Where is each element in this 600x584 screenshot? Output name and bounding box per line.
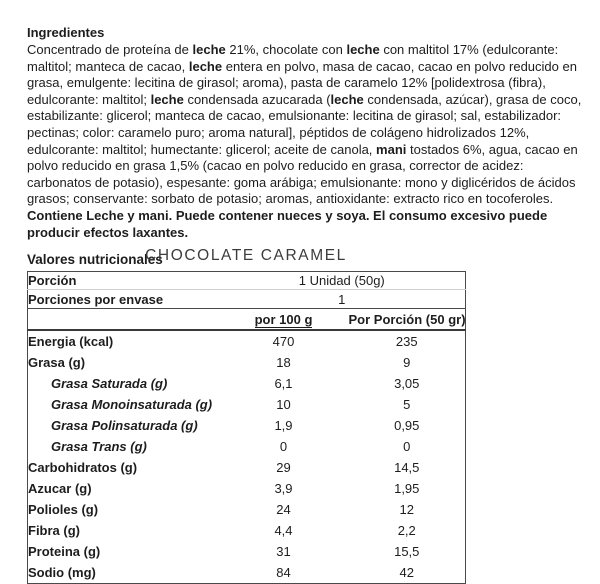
row-label: Azucar (g) [28,481,92,497]
serving-size-value: 1 Unidad (50g) [219,272,466,290]
value-per-100g: 29 [276,460,291,476]
value-per-100g: 6,1 [274,376,293,392]
value-per-100g: 24 [276,502,291,518]
value-per-portion: 15,5 [394,544,420,560]
row-label: Grasa (g) [28,355,86,371]
value-per-100g: 18 [276,355,291,371]
value-per-portion: 3,05 [394,376,420,392]
table-row-serving-size [28,272,466,290]
column-header-per-100g [219,309,349,331]
table-row-servings-per-container [28,290,466,309]
row-label: Porción [28,272,219,290]
per-100g-label: por 100 g [254,311,313,327]
product-title: CHOCOLATE CARAMEL [145,247,347,265]
ingredients-paragraph: Concentrado de proteína de leche 21%, chocolate con leche con maltitol 17% (edulcorante: maltitol; manteca de cacao, leche entera en polvo, masa de cacao, cacao en polvo reducido en grasa, emulgente: lecitina de girasol; aroma), pasta de caramelo 12% [polidextrosa (fibra), edulcorante: maltitol; leche condensada azucarada (leche condensada, azúcar), grasa de coco, estabilizante: glicerol; manteca de cacao, emulsionante: lecitina de girasol; sal, estabilizador: pectinas; color: caramelo puro; aroma natural], péptidos de colágeno hidrolizados 12%, edulcorante: maltitol; humectante: glicerol; aceite de canola, mani tostados 6%, agua, cacao en polvo reducido en grasa 1,5% (cacao en polvo reducido en grasa, corrector de acidez: carbonatos de potasio), espesante: goma arábiga; emulsionante: mono y diglicéridos de ácidos grasos; conservante: sorbato de potasio; aromas, antioxidante: extracto rico en tocoferoles. Contiene Leche y mani. Puede contener nueces y soya. El consumo excesivo puede producir efectos laxantes. [27,42,582,240]
value-per-portion: 9 [403,355,411,371]
column-header-per-portion: Por Porción (50 gr) [349,309,466,331]
row-label: Energia (kcal) [28,334,114,350]
row-label: Polioles (g) [28,502,99,518]
table-row-grasa-polinsaturada [28,415,466,436]
empty-header-cell [28,309,219,331]
table-row-energia [28,330,466,352]
table-column-header-row [28,309,466,331]
table-row-sodio [28,562,466,584]
value-per-100g: 3,9 [274,481,293,497]
value-per-portion: 12 [399,502,414,518]
row-label: Proteina (g) [28,544,101,560]
table-row-grasa [28,352,466,373]
table-row-grasa-trans [28,436,466,457]
table-row-proteina [28,541,466,562]
ingredients-heading: Ingredientes [27,25,105,40]
row-label: Grasa Monoinsaturada (g) [51,397,213,413]
table-row-polioles [28,499,466,520]
table-row-azucar [28,478,466,499]
row-label: Fibra (g) [28,523,80,539]
value-per-100g: 0 [279,439,288,455]
row-label: Porciones por envase [28,290,219,309]
table-row-grasa-monoinsaturada [28,394,466,415]
nutrition-section-label: Valores nutricionales [27,252,163,268]
value-per-portion: 2,2 [397,523,416,539]
value-per-100g: 84 [276,565,291,581]
row-label: Grasa Saturada (g) [51,376,168,392]
value-per-portion: 42 [399,565,414,581]
nutrition-header [27,247,465,269]
value-per-portion: 0,95 [394,418,420,434]
row-label: Grasa Polinsaturada (g) [51,418,198,434]
servings-per-container-value: 1 [219,290,466,309]
value-per-100g: 4,4 [274,523,293,539]
value-per-100g: 31 [276,544,291,560]
value-per-100g: 1,9 [274,418,293,434]
value-per-portion: 235 [395,334,418,350]
value-per-portion: 1,95 [394,481,420,497]
table-row-fibra [28,520,466,541]
value-per-100g: 10 [276,397,291,413]
nutrition-table [27,271,466,584]
row-label: Carbohidratos (g) [28,460,138,476]
table-row-carbohidratos [28,457,466,478]
value-per-portion: 0 [403,439,411,455]
row-label: Sodio (mg) [28,565,96,581]
row-label: Grasa Trans (g) [51,439,147,455]
value-per-portion: 5 [403,397,411,413]
value-per-100g: 470 [272,334,295,350]
value-per-portion: 14,5 [394,460,420,476]
table-row-grasa-saturada [28,373,466,394]
